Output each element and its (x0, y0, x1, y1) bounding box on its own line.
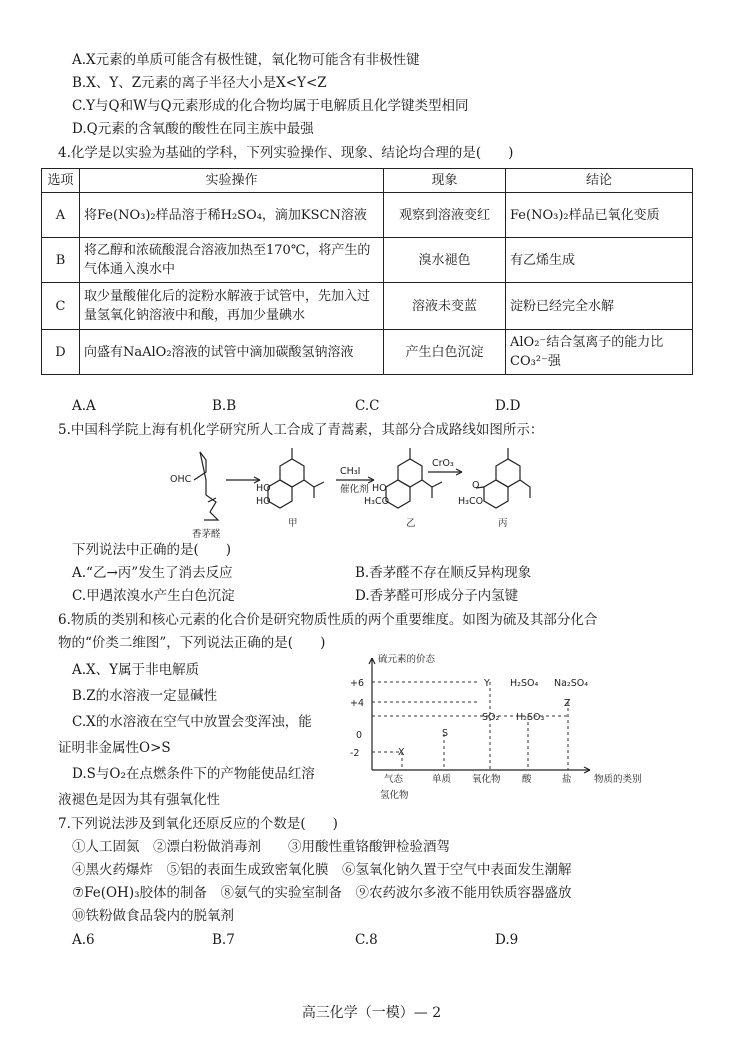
yi-ring-bottom (386, 480, 410, 508)
label-reagent1-bottom: 催化剂 (340, 484, 369, 495)
q7-item-line1: ①人工固氮 ②漂白粉做消毒剂 ③用酸性重铬酸钾检验酒驾 (72, 839, 450, 855)
q5-question: 下列说法中正确的是( ) (72, 542, 232, 558)
x-tick-hydride: 氢化物 (380, 790, 409, 801)
table-header: 现象 (384, 169, 506, 193)
jia-ring-bottom (268, 480, 292, 508)
choice-d: D.D (495, 398, 521, 414)
label-reagent1-top: CH₃I (340, 466, 361, 477)
q6-option-d-line2: 液褪色是因为其有强氧化性 (58, 792, 220, 808)
table-cell-phenomenon: 溶液未变蓝 (384, 283, 506, 330)
label-ho-2: HO (256, 496, 271, 507)
label-jia: 甲 (288, 518, 298, 529)
label-bing: 丙 (498, 518, 508, 529)
label-ohc: OHC (170, 474, 192, 485)
point-y: Y (484, 678, 490, 689)
citronellal-skeleton (194, 452, 218, 520)
point-h2so4: H₂SO₄ (510, 678, 539, 689)
table-cell-conclusion: 淀粉已经完全水解 (506, 283, 693, 330)
table-header: 选项 (42, 169, 80, 193)
table-header: 实验操作 (80, 169, 384, 193)
label-o: O (472, 480, 480, 491)
label-ho: HO (256, 483, 271, 494)
table-cell-operation: 向盛有NaAlO₂溶液的试管中滴加碳酸氢钠溶液 (80, 330, 384, 375)
point-na2so4: Na₂SO₄ (554, 678, 589, 689)
q4-stem: 4.化学是以实验为基础的学科，下列实验操作、现象、结论均合理的是( ) (58, 145, 514, 161)
bing-ring-bottom (484, 480, 508, 508)
table-cell-phenomenon: 产生白色沉淀 (384, 330, 506, 375)
label-h3co-bing: H₃CO (458, 496, 484, 507)
q3-option-b: B.X、Y、Z元素的离子半径大小是X<Y<Z (72, 75, 327, 91)
table-cell-operation: 将Fe(NO₃)₂样品溶于稀H₂SO₄，滴加KSCN溶液 (80, 193, 384, 238)
label-xiangmaoquan: 香茅醛 (192, 529, 221, 540)
label-ho-yi: HO (372, 483, 387, 494)
q6-option-b: B.Z的水溶液一定显碱性 (72, 688, 218, 704)
point-so2: SO₂ (482, 712, 500, 723)
table-cell-conclusion: 有乙烯生成 (506, 238, 693, 283)
table-header-row (42, 169, 693, 193)
sulfur-valence-chart (350, 652, 690, 804)
choice-a: A.6 (72, 932, 95, 948)
q5-option-a: A.“乙→丙”发生了消去反应 (72, 565, 233, 581)
q7-stem: 7.下列说法涉及到氧化还原反应的个数是( ) (58, 816, 338, 832)
q5-option-b: B.香茅醛不存在顺反异构现象 (355, 565, 532, 581)
table-cell-conclusion: AlO₂⁻结合氢离子的能力比CO₃²⁻强 (506, 330, 693, 375)
table-cell-phenomenon: 溴水褪色 (384, 238, 506, 283)
q3-option-c: C.Y与Q和W与Q元素形成的化合物均属于电解质且化学键类型相同 (72, 98, 469, 114)
table-row (42, 330, 693, 375)
point-s: S (442, 728, 449, 739)
table-row (42, 283, 693, 330)
table-cell-phenomenon: 观察到溶液变红 (384, 193, 506, 238)
q7-item-line2: ④黑火药爆炸 ⑤铝的表面生成致密氧化膜 ⑥氢氧化钠久置于空气中表面发生潮解 (72, 862, 572, 878)
chart-y-title: 硫元素的价态 (378, 654, 436, 665)
x-tick-oxide: 氧化物 (472, 774, 501, 785)
choice-b: B.7 (212, 932, 235, 948)
jia-ring-top (280, 459, 304, 487)
table-cell-option: A (42, 193, 80, 238)
q7-item-line4: ⑩铁粉做食品袋内的脱氧剂 (72, 908, 234, 924)
q3-option-d: D.Q元素的含氧酸的酸性在同主族中最强 (72, 121, 314, 137)
q6-stem-line2: 物的“价类二维图”，下列说法正确的是( ) (58, 635, 326, 651)
x-tick-acid: 酸 (522, 774, 532, 785)
choice-b: B.B (212, 398, 237, 414)
x-tick-element: 单质 (432, 774, 452, 785)
table-cell-option: C (42, 283, 80, 330)
point-z: Z (564, 698, 571, 709)
y-tick-0: 0 (356, 730, 363, 741)
point-x: X (398, 747, 405, 758)
bing-ring-top (496, 459, 520, 487)
q6-stem-line1: 6.物质的类别和核心元素的化合价是研究物质性质的两个重要维度。如图为硫及其部分化合 (58, 612, 598, 628)
q5-stem: 5.中国科学院上海有机化学研究所人工合成了青蒿素，其部分合成路线如图所示： (58, 422, 544, 438)
q6-option-c-line2: 证明非金属性O>S (58, 740, 171, 756)
label-h3co: H₃CO (364, 496, 390, 507)
table-cell-operation: 取少量酸催化后的淀粉水解液于试管中，先加入过量氢氧化钠溶液中和酸，再加少量碘水 (80, 283, 384, 330)
choice-d: D.9 (495, 932, 519, 948)
label-yi: 乙 (406, 518, 416, 529)
y-tick-plus6: +6 (350, 678, 365, 689)
q7-item-line3: ⑦Fe(OH)₃胶体的制备 ⑧氨气的实验室制备 ⑨农药波尔多液不能用铁质容器盛放 (72, 885, 572, 901)
page-footer: 高三化学（一模）— 2 (301, 1005, 442, 1021)
choice-c: C.8 (355, 932, 378, 948)
y-tick-minus2: -2 (350, 748, 360, 759)
table-header: 结论 (506, 169, 693, 193)
q6-option-c-line1: C.X的水溶液在空气中放置会变浑浊，能 (72, 714, 312, 730)
x-tick-salt: 盐 (562, 774, 572, 785)
table-cell-conclusion: Fe(NO₃)₂样品已氧化变质 (506, 193, 693, 238)
table-cell-option: D (42, 330, 80, 375)
yi-ring-top (398, 459, 422, 487)
q5-synthesis-route (160, 440, 590, 540)
x-tick-gas: 气态 (384, 774, 404, 785)
table-cell-operation: 将乙醇和浓硫酸混合溶液加热至170℃，将产生的气体通入溴水中 (80, 238, 384, 283)
q3-option-a: A.X元素的单质可能含有极性键，氧化物可能含有非极性键 (72, 52, 420, 68)
table-row (42, 238, 693, 283)
q4-experiment-table (41, 168, 693, 375)
point-h2so3: H₂SO₃ (516, 712, 545, 723)
table-cell-option: B (42, 238, 80, 283)
q6-option-a: A.X、Y属于非电解质 (72, 662, 200, 678)
chart-x-title: 物质的类别 (594, 774, 642, 785)
y-tick-plus4: +4 (350, 698, 365, 709)
choice-c: C.C (355, 398, 380, 414)
q5-option-d: D.香茅醛可形成分子内氢键 (355, 588, 519, 604)
table-row (42, 193, 693, 238)
choice-a: A.A (72, 398, 96, 414)
label-reagent2-top: CrO₃ (432, 458, 454, 469)
q6-option-d-line1: D.S与O₂在点燃条件下的产物能使品红溶 (72, 766, 315, 782)
q5-option-c: C.甲遇浓溴水产生白色沉淀 (72, 588, 235, 604)
